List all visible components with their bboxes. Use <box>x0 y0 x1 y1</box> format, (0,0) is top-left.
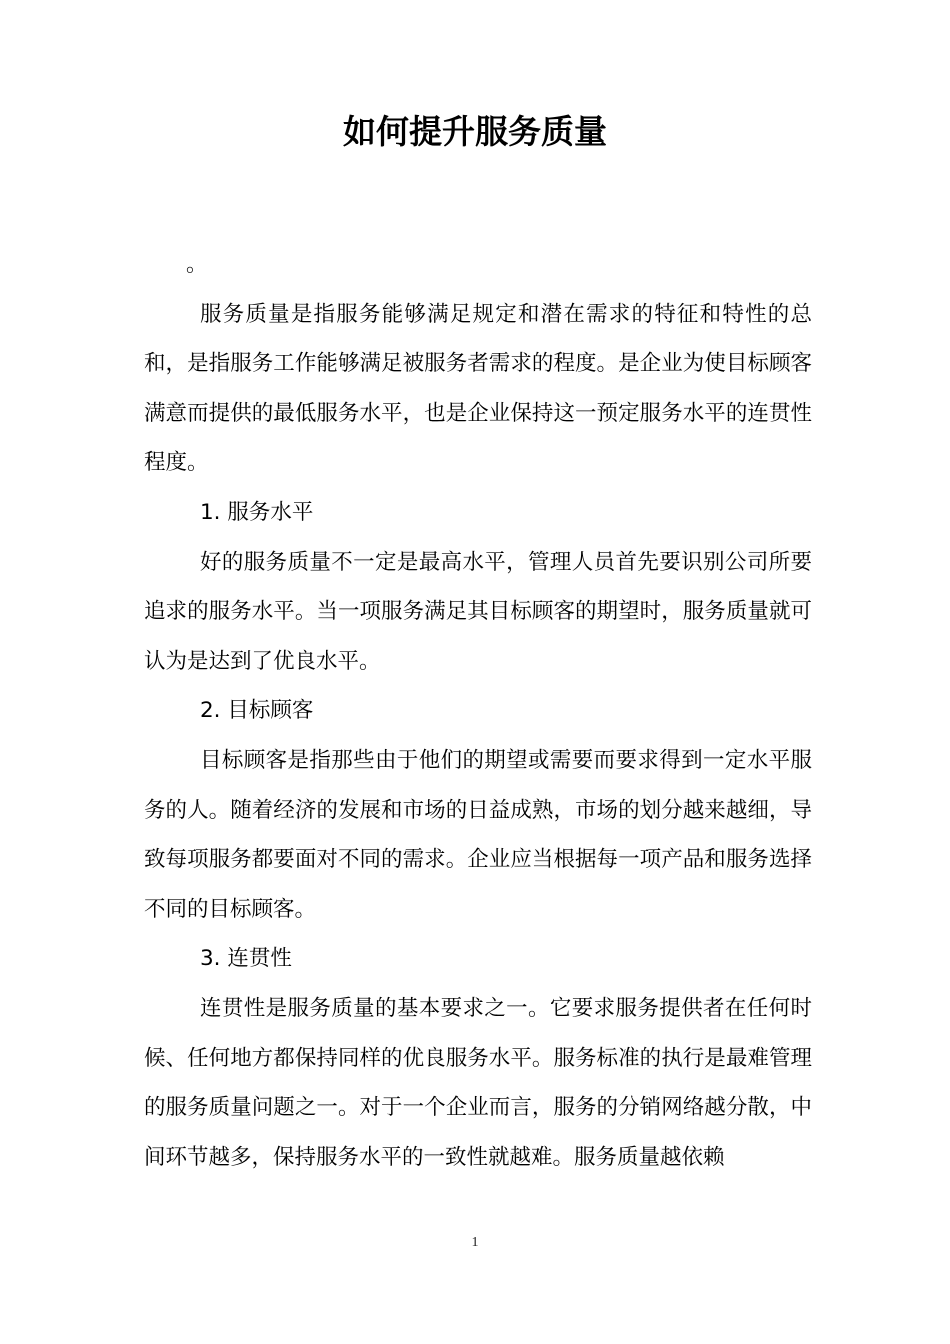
paragraph-target-customers: 目标顾客是指那些由于他们的期望或需要而要求得到一定水平服务的人。随着经济的发展和市场的日益成熟，市场的划分越来越细，导致每项服务都要面对不同的需求。企业应当根据每一项产品和服务选择不同的目标顾客。 <box>144 747 812 922</box>
document-body <box>144 240 812 1182</box>
section-heading-consistency: 3. 连贯性 <box>200 946 292 972</box>
lead-mark: 。 <box>186 252 208 277</box>
paragraph-definition: 服务质量是指服务能够满足规定和潜在需求的特征和特性的总和，是指服务工作能够满足被服务者需求的程度。是企业为使目标顾客满意而提供的最低服务水平，也是企业保持这一预定服务水平的连贯性程度。 <box>144 301 812 476</box>
paragraph-service-level: 好的服务质量不一定是最高水平，管理人员首先要识别公司所要追求的服务水平。当一项服务满足其目标顾客的期望时，服务质量就可认为是达到了优良水平。 <box>144 549 812 674</box>
section-heading-target-customers: 2. 目标顾客 <box>200 698 314 724</box>
paragraph-consistency: 连贯性是服务质量的基本要求之一。它要求服务提供者在任何时候、任何地方都保持同样的优良服务水平。服务标准的执行是最难管理的服务质量问题之一。对于一个企业而言，服务的分销网络越分散，中间环节越多，保持服务水平的一致性就越难。服务质量越依赖 <box>144 995 812 1170</box>
document-title: 如何提升服务质量 <box>343 112 607 151</box>
section-heading-service-level: 1. 服务水平 <box>200 499 314 525</box>
page-number: 1 <box>471 1235 479 1250</box>
